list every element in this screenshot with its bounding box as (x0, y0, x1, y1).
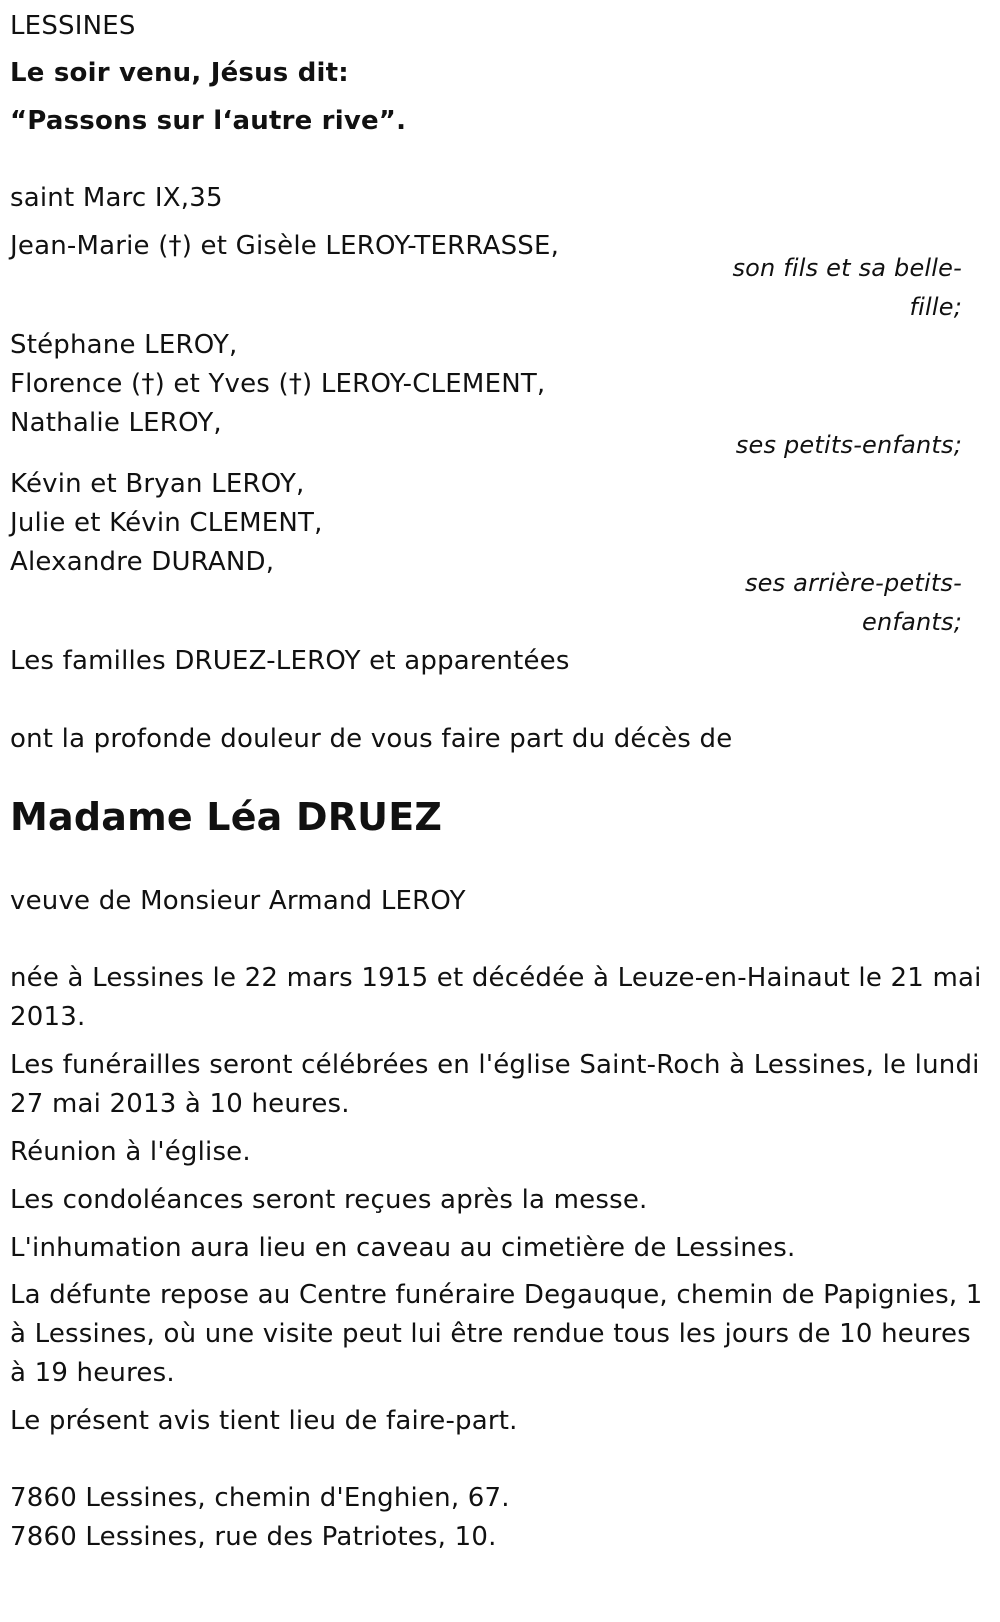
deceased-name: Madame Léa DRUEZ (10, 795, 443, 839)
rest-line-1: La défunte repose au Centre funéraire Degauque, chemin de Papignies, 1 (10, 1280, 983, 1310)
quote-line-2: “Passons sur l‘autre rive”. (10, 106, 407, 136)
birth-death-line-1: née à Lessines le 22 mars 1915 et décédée à Leuze-en-Hainaut le 21 mai (10, 963, 982, 993)
families-line: Les familles DRUEZ-LEROY et apparentées (10, 646, 570, 676)
address-line: 7860 Lessines, rue des Patriotes, 10. (10, 1522, 497, 1552)
town-heading: LESSINES (10, 11, 136, 41)
quote-line-1: Le soir venu, Jésus dit: (10, 58, 349, 88)
funeral-line-1: Les funérailles seront célébrées en l'église Saint-Roch à Lessines, le lundi (10, 1050, 980, 1080)
funeral-line-2: 27 mai 2013 à 10 heures. (10, 1089, 350, 1119)
announcement: ont la profonde douleur de vous faire part du décès de (10, 724, 733, 754)
notice-line: Le présent avis tient lieu de faire-part. (10, 1406, 518, 1436)
great-grandchild-line: Kévin et Bryan LEROY, (10, 469, 305, 499)
burial-line: L'inhumation aura lieu en caveau au cimetière de Lessines. (10, 1233, 796, 1263)
meeting-line: Réunion à l'église. (10, 1137, 251, 1167)
grandchild-line: Stéphane LEROY, (10, 330, 238, 360)
grandchild-line: Florence (†) et Yves (†) LEROY-CLEMENT, (10, 369, 546, 399)
son-relation-line-2: fille; (909, 293, 962, 321)
quote-reference: saint Marc IX,35 (10, 183, 223, 213)
widow-of: veuve de Monsieur Armand LEROY (10, 886, 466, 916)
birth-death-line-2: 2013. (10, 1002, 86, 1032)
rest-line-2: à Lessines, où une visite peut lui être rendue tous les jours de 10 heures (10, 1319, 971, 1349)
condolences-line: Les condoléances seront reçues après la messe. (10, 1185, 648, 1215)
great-grandchild-line: Julie et Kévin CLEMENT, (10, 508, 323, 538)
son-line: Jean-Marie (†) et Gisèle LEROY-TERRASSE, (10, 231, 560, 261)
grandchild-line: Nathalie LEROY, (10, 408, 222, 438)
great-grandchild-line: Alexandre DURAND, (10, 547, 275, 577)
great-grandchildren-relation-line-2: enfants; (862, 608, 962, 636)
great-grandchildren-relation-line-1: ses arrière-petits- (744, 569, 962, 597)
rest-line-3: à 19 heures. (10, 1358, 175, 1388)
grandchildren-relation: ses petits-enfants; (735, 431, 962, 459)
address-line: 7860 Lessines, chemin d'Enghien, 67. (10, 1483, 510, 1513)
son-relation-line-1: son fils et sa belle- (732, 254, 962, 282)
